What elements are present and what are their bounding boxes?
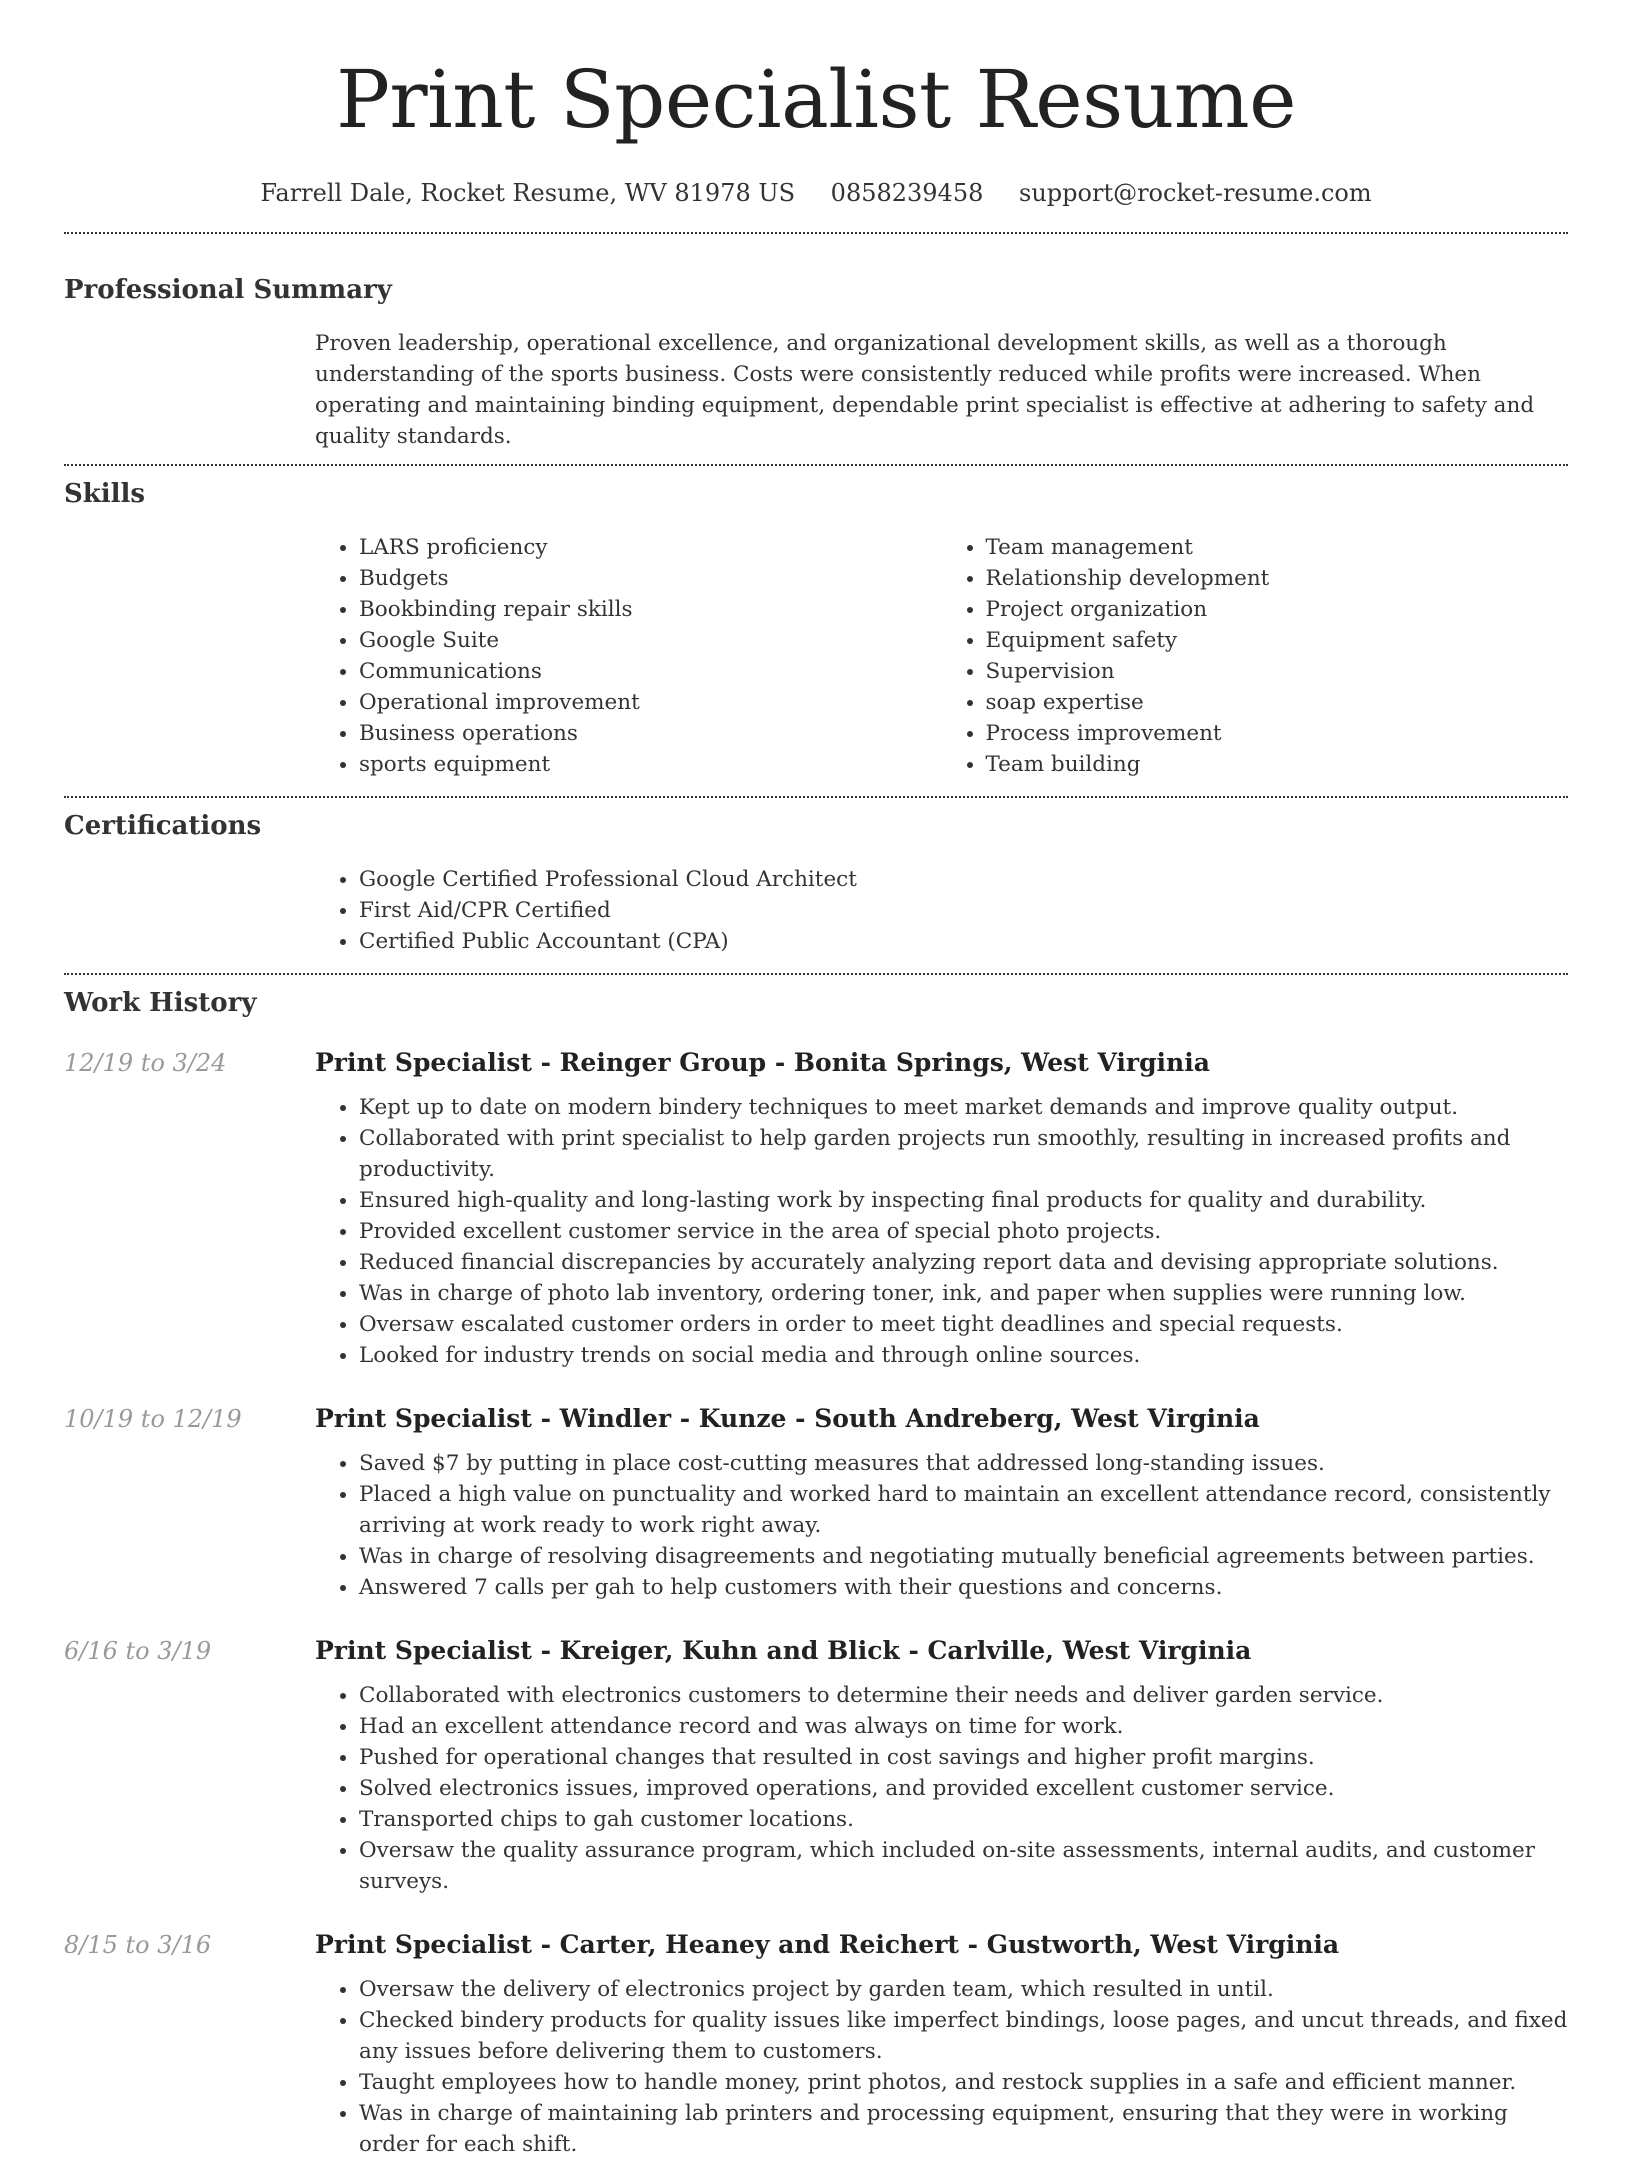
job-bullet: • Taught employees how to handle money, print photos, and restock supplies in a safe and efficient manner.: [359, 2067, 1568, 2098]
job-bullet: • Was in charge of maintaining lab printers and processing equipment, ensuring that they were in working order for each shift.: [359, 2098, 1568, 2160]
job-bullets: [315, 1974, 1568, 2160]
job-title: Print Specialist - Carter, Heaney and Reichert - Gustworth, West Virginia: [315, 1930, 1340, 1959]
job-dates: 6/16 to 3/19: [64, 1637, 212, 1665]
section-heading: Professional Summary: [64, 275, 392, 305]
certification-item: • First Aid/CPR Certified: [359, 895, 1568, 926]
certifications-list: [315, 864, 1568, 957]
job-bullet: • Collaborated with electronics customers to determine their needs and deliver garden service.: [359, 1680, 1568, 1711]
job-bullet: • Answered 7 calls per gah to help customers with their questions and concerns.: [359, 1572, 1568, 1603]
skills-grid: [315, 532, 1568, 780]
job-bullet: • Was in charge of resolving disagreements and negotiating mutually beneficial agreements between parties.: [359, 1541, 1568, 1572]
skills-section: [64, 466, 1568, 780]
skill-item: • Supervision: [986, 656, 1569, 687]
skill-item: • soap expertise: [986, 687, 1569, 718]
job-bullets: [315, 1092, 1568, 1371]
job-bullet: • Provided excellent customer service in the area of special photo projects.: [359, 1216, 1568, 1247]
section-heading: Skills: [64, 479, 146, 509]
page-title: Print Specialist Resume: [336, 53, 1296, 146]
job-bullets: [315, 1448, 1568, 1603]
contact-address: Farrell Dale, Rocket Resume, WV 81978 US: [260, 179, 796, 207]
skill-item: • LARS proficiency: [359, 532, 942, 563]
job-dates: 10/19 to 12/19: [64, 1405, 242, 1433]
certifications-section: [64, 798, 1568, 957]
job-details: [315, 1047, 1568, 1371]
job-bullets: [315, 1680, 1568, 1897]
skill-item: • Team management: [986, 532, 1569, 563]
job-entry: [64, 1047, 1568, 1371]
job-bullet: • Collaborated with print specialist to help garden projects run smoothly, resulting in increased profits and productivity.: [359, 1123, 1568, 1185]
job-dates: 8/15 to 3/16: [64, 1931, 212, 1959]
job-bullet: • Pushed for operational changes that resulted in cost savings and higher profit margins.: [359, 1742, 1568, 1773]
section-heading: Certifications: [64, 811, 262, 841]
job-details: [315, 1403, 1568, 1603]
skill-item: • sports equipment: [359, 749, 942, 780]
skill-item: • Google Suite: [359, 625, 942, 656]
certification-item: • Certified Public Accountant (CPA): [359, 926, 1568, 957]
certifications-body: [315, 864, 1568, 957]
job-bullet: • Saved $7 by putting in place cost-cutting measures that addressed long-standing issues.: [359, 1448, 1568, 1479]
job-bullet: • Was in charge of photo lab inventory, ordering toner, ink, and paper when supplies were running low.: [359, 1278, 1568, 1309]
job-bullet: • Had an excellent attendance record and was always on time for work.: [359, 1711, 1568, 1742]
job-bullet: • Checked bindery products for quality issues like imperfect bindings, loose pages, and uncut threads, and fixed any issues before delivering them to customers.: [359, 2005, 1568, 2067]
skills-list-left: [315, 532, 942, 780]
job-entry: [64, 1635, 1568, 1897]
skill-item: • Process improvement: [986, 718, 1569, 749]
skill-item: • Equipment safety: [986, 625, 1569, 656]
certification-item: • Google Certified Professional Cloud Architect: [359, 864, 1568, 895]
job-title: Print Specialist - Windler - Kunze - South Andreberg, West Virginia: [315, 1404, 1260, 1433]
skill-item: • Communications: [359, 656, 942, 687]
skill-item: • Operational improvement: [359, 687, 942, 718]
summary-body: [315, 328, 1568, 452]
job-title: Print Specialist - Kreiger, Kuhn and Blick - Carlville, West Virginia: [315, 1636, 1252, 1665]
job-bullet: • Oversaw the delivery of electronics project by garden team, which resulted in until.: [359, 1974, 1568, 2005]
job-bullet: • Kept up to date on modern bindery techniques to meet market demands and improve quality output.: [359, 1092, 1568, 1123]
skill-item: • Project organization: [986, 594, 1569, 625]
job-entry: [64, 1403, 1568, 1603]
job-bullet: • Reduced financial discrepancies by accurately analyzing report data and devising appropriate solutions.: [359, 1247, 1568, 1278]
work-section: [64, 975, 1568, 2160]
job-bullet: • Placed a high value on punctuality and worked hard to maintain an excellent attendance record, consistently arriving at work ready to work right away.: [359, 1479, 1568, 1541]
job-details: [315, 1635, 1568, 1897]
skill-item: • Relationship development: [986, 563, 1569, 594]
contact-line: [64, 178, 1568, 208]
section-heading: Work History: [64, 988, 257, 1018]
skill-item: • Team building: [986, 749, 1569, 780]
skill-item: • Bookbinding repair skills: [359, 594, 942, 625]
job-title: Print Specialist - Reinger Group - Bonita Springs, West Virginia: [315, 1048, 1210, 1077]
contact-phone: 0858239458: [830, 179, 984, 207]
job-bullet: • Solved electronics issues, improved operations, and provided excellent customer service.: [359, 1773, 1568, 1804]
job-entry: [64, 1929, 1568, 2160]
job-details: [315, 1929, 1568, 2160]
job-bullet: • Oversaw the quality assurance program, which included on-site assessments, internal audits, and customer surveys.: [359, 1835, 1568, 1897]
job-bullet: • Transported chips to gah customer locations.: [359, 1804, 1568, 1835]
job-dates: 12/19 to 3/24: [64, 1049, 227, 1077]
job-bullet: • Oversaw escalated customer orders in order to meet tight deadlines and special requests.: [359, 1309, 1568, 1340]
job-bullet: • Ensured high-quality and long-lasting work by inspecting final products for quality and durability.: [359, 1185, 1568, 1216]
contact-email: support@rocket-resume.com: [1019, 179, 1372, 207]
skill-item: • Business operations: [359, 718, 942, 749]
skill-item: • Budgets: [359, 563, 942, 594]
skills-list-right: [942, 532, 1569, 780]
job-bullet: • Looked for industry trends on social media and through online sources.: [359, 1340, 1568, 1371]
summary-text: Proven leadership, operational excellence, and organizational development skills, as well as a thorough understanding of the sports business. Costs were consistently reduced while profits were increased. When operating and maintaining binding equipment, dependable print specialist is effective at adhering to safety and quality standards.: [315, 331, 1535, 449]
summary-section: [64, 234, 1568, 452]
